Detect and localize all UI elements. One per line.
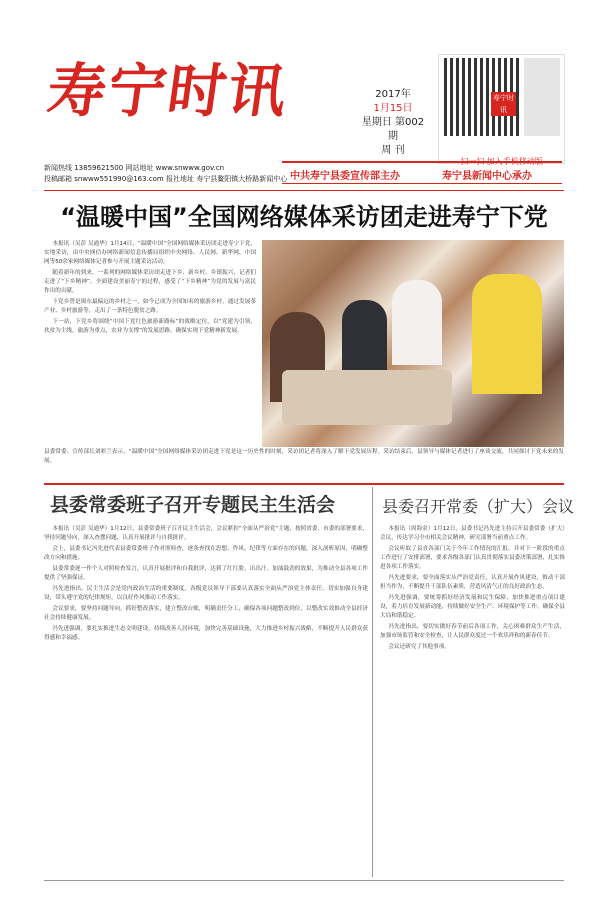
lead-photo	[262, 240, 564, 447]
photo-person	[392, 280, 442, 365]
lead-article-tail: 县委常委、宣传部长刘彩兰表示，“温暖中国”全国网络媒体采访团走进下党是这一历史性的时刻，采访团记者将深入了解下党发展历程。采访结束后，县领导与媒体记者进行了座谈交流，共同探讨下党未来的发展。	[44, 449, 564, 464]
article-right-title: 县委召开常委（扩大）会议	[382, 497, 575, 516]
article-right-paragraph: 冯先进要求，要全面落实从严治党责任，认真开展作风建设，推动干部担当作为，不断提升干部队伍素质，营造风清气正的良好政治生态。	[380, 575, 565, 590]
article-left-body	[44, 525, 368, 645]
publisher-right: 寿宁县新闻中心承办	[442, 171, 532, 182]
photo-tea-table	[282, 370, 452, 425]
article-left-paragraph: 会上，县委书记冯先进代表县委常委班子作对照检查，逐条查找在思想、作风、纪律等方面存在的问题，深入剖析原因，明确整改方向和措施。	[44, 546, 368, 561]
article-right-paragraph: 本报讯（周海金）1月12日，县委书记冯先进主持召开县委常委（扩大）会议，传达学习全市相关会议精神，研究部署当前重点工作。	[380, 526, 565, 541]
photo-person	[342, 300, 387, 380]
contact-info	[44, 163, 287, 185]
footer-rule	[44, 880, 564, 881]
photo-person	[472, 274, 542, 394]
section-divider	[44, 483, 564, 485]
issue-year: 2017年	[375, 89, 411, 100]
article-left-paragraph: 会议要求，要坚持问题导向，抓好整改落实，建立整改台账，明确责任分工，确保各项问题整改到位，以整改实效推动全县经济社会持续健康发展。	[44, 606, 368, 621]
lead-paragraph: 随着新年的到来，一系列的网络媒体采访团走进下乡、新乡村、乡镇振兴，记者们走进了“下乡精神”、全面建设美丽寿宁的过程，感受了“下乡精神”为党的发展与富民作出的贡献。	[44, 270, 256, 294]
article-right-body	[380, 525, 565, 654]
issue-number: 星期日 第002期	[361, 117, 425, 142]
qr-caption: 扫一扫 加入手机移动版	[460, 157, 543, 166]
article-left-paragraph: 冯先进强调，要扎实推进生态文明建设，持续改善人居环境，加快完善基础设施，大力推进乡村振兴战略，不断提升人民群众获得感和幸福感。	[44, 626, 368, 641]
issue-date: 1月15日	[373, 103, 413, 114]
article-right-paragraph: 会议听取了县直各部门关于今年工作情况的汇报，并对下一阶段的重点工作进行了安排部署，要求各级各部门认真贯彻落实县委决策部署，扎实推进各项工作落实。	[380, 546, 565, 570]
article-right-paragraph: 冯先进指出，要切实做好春节前后各项工作，关心困难群众生产生活，加强市场监管和安全检查，让人民群众度过一个欢乐祥和的新春佳节。	[380, 624, 565, 639]
qr-photo	[524, 58, 560, 136]
lead-paragraph: 本报讯（吴彭 吴通华）1月14日，“温暖中国”全国网络媒体采访团走进寿宁下党，实地采访，由中央网信办网络新闻信息传播局组织中央网络、人民网、新华网、中国网等50余家网络媒体记者参与开展主题采访活动。	[44, 241, 256, 265]
lead-paragraph: 下党乡曾是闽东最偏远的乡村之一，如今已成为全国知名的旅游乡村，通过发展茶产业、乡村旅游等，走出了一条特色脱贫之路。	[44, 299, 256, 314]
lead-paragraph: 下一站，下党乡将围绕“中国下党红色旅游新路标”的战略定位，以“党建为引领，扶贫为主线，旅游为重点，农业为支撑”的发展思路，确保实现下党精神新发展。	[44, 319, 256, 334]
article-right-paragraph: 冯先进强调，要统筹抓好经济发展和民生保障，加快推进重点项目建设，着力培育发展新动能，持续做好安全生产、环境保护等工作，确保全县大局和谐稳定。	[380, 595, 565, 619]
lead-headline: “温暖中国”全国网络媒体采访团走进寿宁下党	[60, 203, 548, 231]
article-left-title: 县委常委班子召开专题民主生活会	[50, 494, 336, 516]
article-left-paragraph: 本报讯（吴彭 吴通华）1月12日，县委常委班子召开民主生活会，会议紧扣“全面从严治党”主题，按照省委、市委的部署要求，坚持问题导向，深入查摆问题，认真开展批评与自我批评。	[44, 526, 368, 541]
qr-logo: 寿宁时讯	[493, 94, 514, 114]
article-left-paragraph: 县委常委逐一作个人对照检查发言，认真开展批评和自我批评，达到了红红脸、出出汗、加油鼓劲的效果，为推动全县各项工作提供了坚强保证。	[44, 566, 368, 581]
article-right-paragraph: 会议还研究了其他事项。	[388, 644, 450, 650]
publisher-left: 中共寿宁县委宣传部主办	[290, 171, 400, 182]
newspaper-title: 寿宁时讯	[43, 57, 293, 125]
column-divider	[372, 487, 373, 877]
contact-line-1: 新闻热线 13859621500 网站地址 www.snwww.gov.cn	[44, 164, 225, 172]
article-left-paragraph: 冯先进指出，民主生活会是党内政治生活的重要制度，各级党员领导干部要认真落实全面从严治党主体责任，切实加强自身建设，带头遵守党的纪律规矩，以良好作风推动工作落实。	[44, 586, 368, 601]
issue-frequency: 周 刊	[381, 145, 405, 156]
top-divider	[44, 190, 564, 191]
contact-line-2: 投稿邮箱 snwww551990@163.com 报社地址 寿宁县鳌阳镇大桥路新闻中心	[44, 175, 288, 183]
publisher-bar	[282, 161, 562, 184]
lead-article-body	[44, 240, 256, 338]
issue-info	[358, 88, 428, 158]
